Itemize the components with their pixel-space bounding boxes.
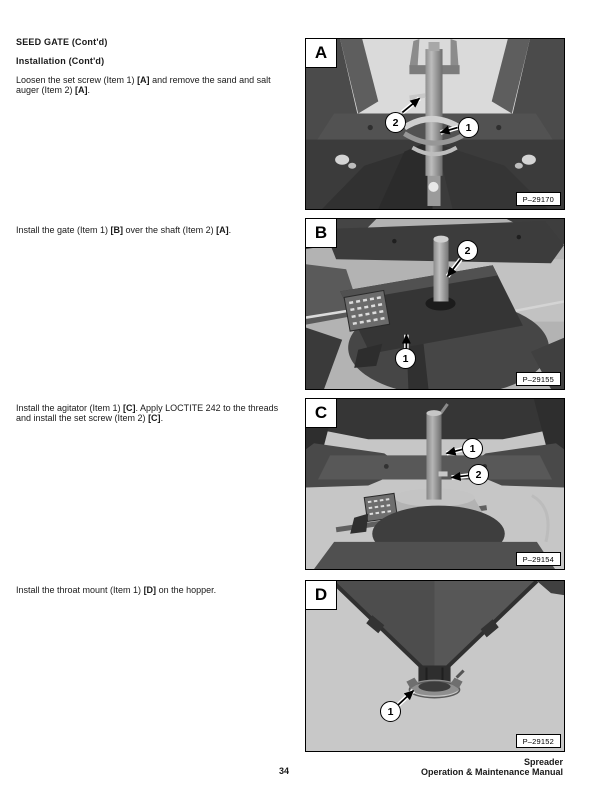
callout-item-2: 2 (385, 112, 406, 133)
step-a-text: Loosen the set screw (Item 1) (16, 75, 138, 85)
figure-label-d: D (306, 581, 337, 610)
callout-item-1: 1 (458, 117, 479, 138)
photo-number-a: P–29170 (516, 192, 561, 207)
step-a-ref-1: [A] (137, 75, 150, 85)
step-a-period: . (87, 85, 91, 96)
section-title: SEED GATE (Cont'd) (16, 37, 108, 47)
figure-label-b: B (306, 219, 337, 248)
throat-mount-photo-illustration (306, 581, 564, 751)
step-c-text: Install the agitator (Item 1) (16, 403, 124, 413)
photo-number-c: P–29154 (516, 552, 561, 567)
page-number: 34 (279, 766, 290, 776)
figure-a-photo (305, 38, 565, 210)
step-b-text: Install the gate (Item 1) (16, 225, 111, 235)
figure-label-a: A (306, 39, 337, 68)
step-b-ref-2: [A] (216, 225, 229, 235)
step-text-c (16, 403, 294, 424)
step-d-text: Install the throat mount (Item 1) (16, 585, 144, 595)
agitator-photo-illustration (306, 399, 564, 569)
step-c-period: . (160, 413, 164, 424)
step-c-ref-1: [C] (123, 403, 136, 413)
photo-number-b: P–29155 (516, 372, 561, 387)
callout-item-1: 1 (462, 438, 483, 459)
gate-photo-illustration (306, 219, 564, 389)
figure-b-photo (305, 218, 565, 390)
step-a-text-2: and remove the sand and salt auger (Item 2) (16, 75, 271, 96)
step-d-ref-1: [D] (143, 585, 157, 595)
step-text-d (16, 585, 294, 595)
step-text-a (16, 75, 294, 96)
figure-d-photo (305, 580, 565, 752)
subsection-title: Installation (Cont'd) (16, 56, 105, 66)
auger-photo-illustration (306, 39, 564, 209)
callout-item-1: 1 (380, 701, 401, 722)
step-b-ref-1: [B] (110, 225, 124, 235)
step-text-b (16, 225, 294, 235)
callout-item-1: 1 (395, 348, 416, 369)
step-b-period: . (228, 225, 232, 235)
callout-item-2: 2 (468, 464, 489, 485)
step-c-text-2: . Apply LOCTITE 242 to the threads and install the set screw (Item 2) (16, 403, 279, 424)
figure-label-c: C (306, 399, 337, 428)
figure-c-photo (305, 398, 565, 570)
footer-manual-title (421, 757, 563, 778)
step-a-ref-2: [A] (75, 85, 88, 96)
footer-manual-name: Operation & Maintenance Manual (420, 767, 563, 778)
footer-product-name: Spreader (523, 757, 563, 767)
step-c-ref-2: [C] (148, 413, 161, 424)
callout-item-2: 2 (457, 240, 478, 261)
step-d-text-2: on the hopper. (156, 585, 217, 595)
photo-number-d: P–29152 (516, 734, 561, 749)
step-b-text-2: over the shaft (Item 2) (123, 225, 217, 235)
